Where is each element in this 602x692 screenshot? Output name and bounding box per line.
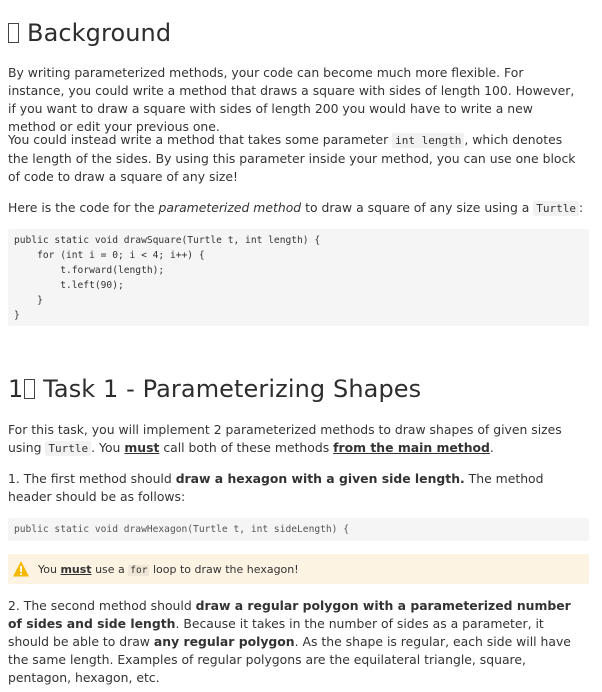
background-paragraph-3 — [8, 199, 586, 218]
missing-glyph-icon — [24, 379, 35, 399]
code-line: } — [14, 295, 43, 306]
warning-text-a: You — [38, 562, 61, 576]
para2-text-b: , which denotes the length of the sides. By using this parameter inside your method, you can use one block of code to draw a square of any size! — [8, 132, 576, 184]
intro-text-c: call both of these methods — [159, 440, 334, 455]
code-line: t.forward(length); — [14, 265, 165, 276]
code-line: public static void drawSquare(Turtle t, int length) { — [14, 235, 321, 246]
warning-text — [38, 563, 299, 576]
item2-bold-2: any regular polygon — [153, 634, 295, 649]
para3-text-a: Here is the code for the — [8, 200, 159, 215]
task1-intro — [8, 421, 568, 458]
task1-item-2 — [8, 597, 586, 687]
intro-text-d: . — [489, 440, 494, 455]
missing-glyph-icon — [8, 23, 19, 43]
item1-text-a: 1. The first method should — [8, 471, 176, 486]
code-line: for (int i = 0; i < 4; i++) { — [14, 250, 205, 261]
item2-text-c: . As the shape is regular, each side will have the same length. Examples of regular polygons are the equilateral triangle, square, pentagon, hexagon, etc. — [8, 634, 571, 685]
warning-callout — [8, 554, 589, 584]
warning-triangle-icon — [12, 560, 30, 578]
item2-bold: draw a regular polygon with a parameterized number of sides and side length — [8, 598, 571, 631]
item2-text-a: 2. The second method should — [8, 598, 196, 613]
background-paragraph-1: By writing parameterized methods, your code can become much more flexible. For instance, you could write a method that draws a square with sides of length 100. However, if you want to draw a square with sides of length 200 you would have to write a new method or edit your previous one. — [8, 65, 575, 134]
code-line: t.left(90); — [14, 280, 124, 291]
intro-must: must — [124, 440, 160, 455]
warning-text-c: loop to draw the hexagon! — [149, 562, 299, 576]
intro-text-a: For this task, you will implement 2 parameterized methods to draw shapes of given sizes using — [8, 422, 562, 455]
for-code: for — [130, 564, 148, 576]
intro-main-method: from the main method — [333, 440, 490, 455]
item1-text-b: The method header should be as follows: — [8, 471, 544, 504]
code-line: } — [14, 310, 20, 321]
item2-text-b: . Because it takes in the number of sides as a parameter, it should be able to draw — [8, 616, 544, 649]
task1-heading — [8, 374, 421, 404]
task1-heading-number: 1 — [8, 375, 24, 403]
para2-text-a: You could instead write a method that takes some parameter — [8, 132, 393, 147]
para3-text-c: : — [579, 200, 584, 215]
draw-square-code-block — [8, 229, 589, 326]
warning-text-b: use a — [91, 562, 129, 576]
draw-hexagon-header-code: public static void drawHexagon(Turtle t, int sideLength) { — [8, 518, 589, 541]
background-heading — [8, 18, 171, 48]
int-length-code: int length — [392, 133, 464, 148]
task1-heading-text: Task 1 - Parameterizing Shapes — [35, 375, 422, 403]
task1-item-1 — [8, 470, 586, 506]
background-heading-text: Background — [27, 19, 172, 47]
turtle-code: Turtle — [45, 441, 91, 456]
intro-text-b: . You — [91, 440, 125, 455]
para3-emphasis: parameterized method — [158, 200, 302, 215]
para3-text-b: to draw a square of any size using a — [301, 200, 534, 215]
warning-must: must — [60, 562, 92, 576]
turtle-code: Turtle — [533, 201, 579, 216]
item1-bold: draw a hexagon with a given side length. — [175, 471, 465, 486]
background-paragraph-2 — [8, 131, 586, 186]
